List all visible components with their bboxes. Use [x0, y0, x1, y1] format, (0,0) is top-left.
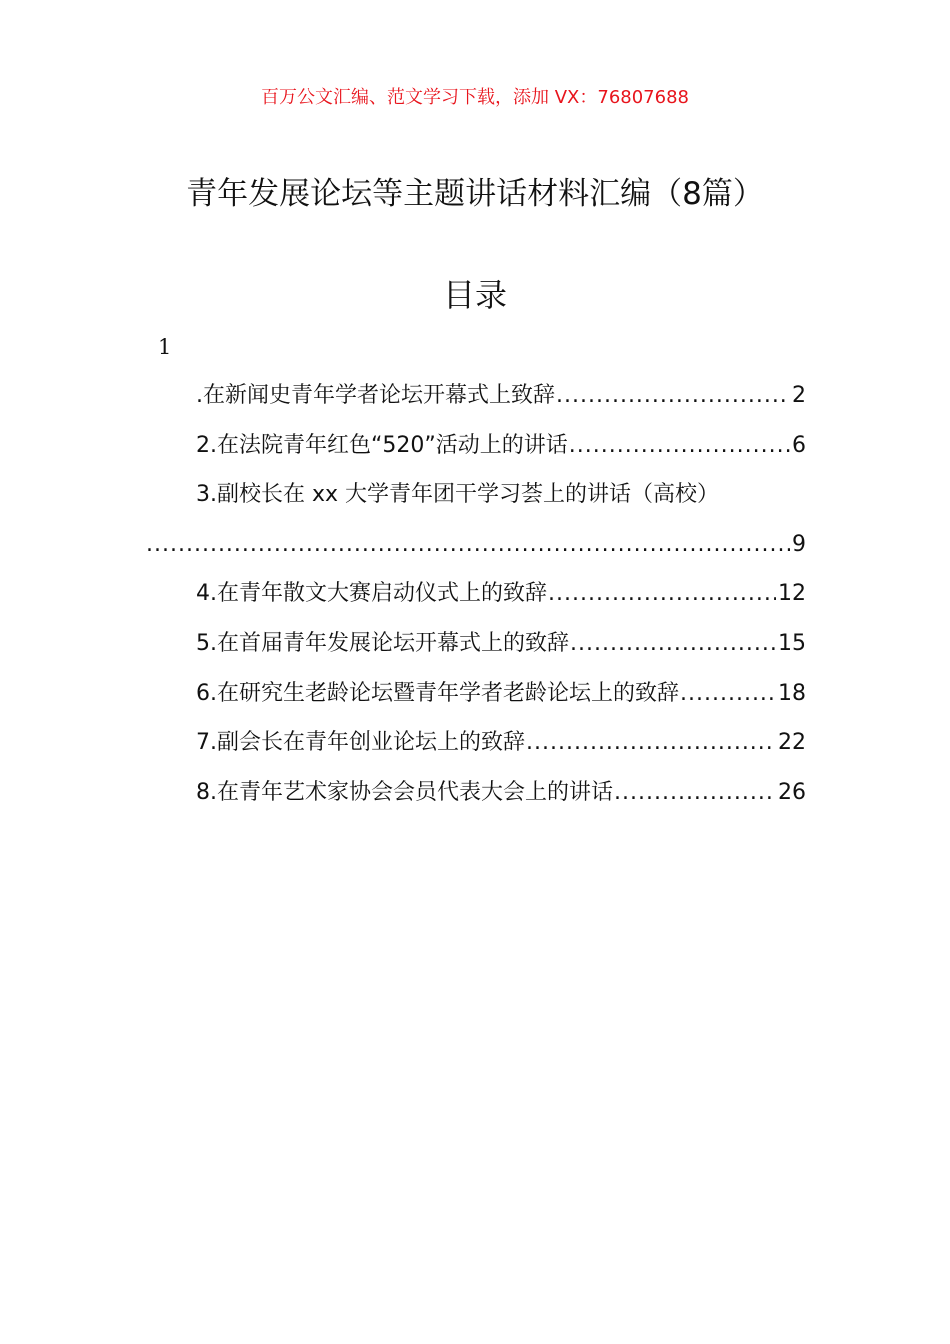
- toc-page-number: 18: [778, 680, 806, 706]
- toc-page-number: 15: [778, 630, 806, 656]
- toc-leader-dots: [526, 718, 776, 768]
- toc-leader-dots: [680, 669, 776, 719]
- toc-entry-title: 5.在首届青年发展论坛开幕式上的致辞: [196, 630, 569, 656]
- toc-entry-3[interactable]: [146, 470, 806, 569]
- toc-entry-5[interactable]: [146, 619, 806, 669]
- toc-leader-dots: [548, 569, 776, 619]
- document-title: 青年发展论坛等主题讲话材料汇编（8篇）: [186, 176, 764, 212]
- toc-entry-title: .在新闻史青年学者论坛开幕式上致辞: [196, 383, 555, 408]
- toc-page-number: 9: [792, 531, 806, 557]
- toc-page-number: 2: [792, 383, 806, 408]
- toc-entry-7[interactable]: [146, 718, 806, 768]
- watermark-notice: 百万公文汇编、范文学习下载，添加 VX：76807688: [261, 87, 689, 108]
- toc-entry-continuation: [146, 520, 806, 570]
- toc-leader-dots: [570, 619, 776, 669]
- toc-entry-1[interactable]: [146, 371, 806, 421]
- toc-entry-title: 3.副校长在 xx 大学青年团干学习荟上的讲话（高校）: [196, 482, 720, 508]
- toc-entry-6[interactable]: [146, 669, 806, 719]
- toc-heading: 目录: [442, 276, 507, 314]
- toc-page-number: 6: [792, 432, 806, 458]
- toc-entry-title: 4.在青年散文大赛启动仪式上的致辞: [196, 581, 547, 607]
- toc-leader-dots: [146, 520, 790, 570]
- toc-entry-title: 7.副会长在青年创业论坛上的致辞: [196, 730, 525, 756]
- table-of-contents: [146, 371, 806, 817]
- toc-page-number: 26: [778, 779, 806, 805]
- toc-page-number: 22: [778, 730, 806, 756]
- toc-entry-8[interactable]: [146, 768, 806, 818]
- toc-leader-dots: [614, 768, 776, 818]
- toc-entry-4[interactable]: [146, 569, 806, 619]
- toc-page-number: 12: [778, 581, 806, 607]
- toc-leader-dots: [569, 421, 790, 471]
- toc-entry-2[interactable]: [146, 421, 806, 471]
- list-number: 1: [158, 335, 172, 359]
- toc-entry-title: 6.在研究生老龄论坛暨青年学者老龄论坛上的致辞: [196, 680, 679, 706]
- toc-leader-dots: [556, 371, 790, 421]
- toc-entry-title: 8.在青年艺术家协会会员代表大会上的讲话: [196, 779, 613, 805]
- toc-entry-title: 2.在法院青年红色“520”活动上的讲话: [196, 432, 568, 458]
